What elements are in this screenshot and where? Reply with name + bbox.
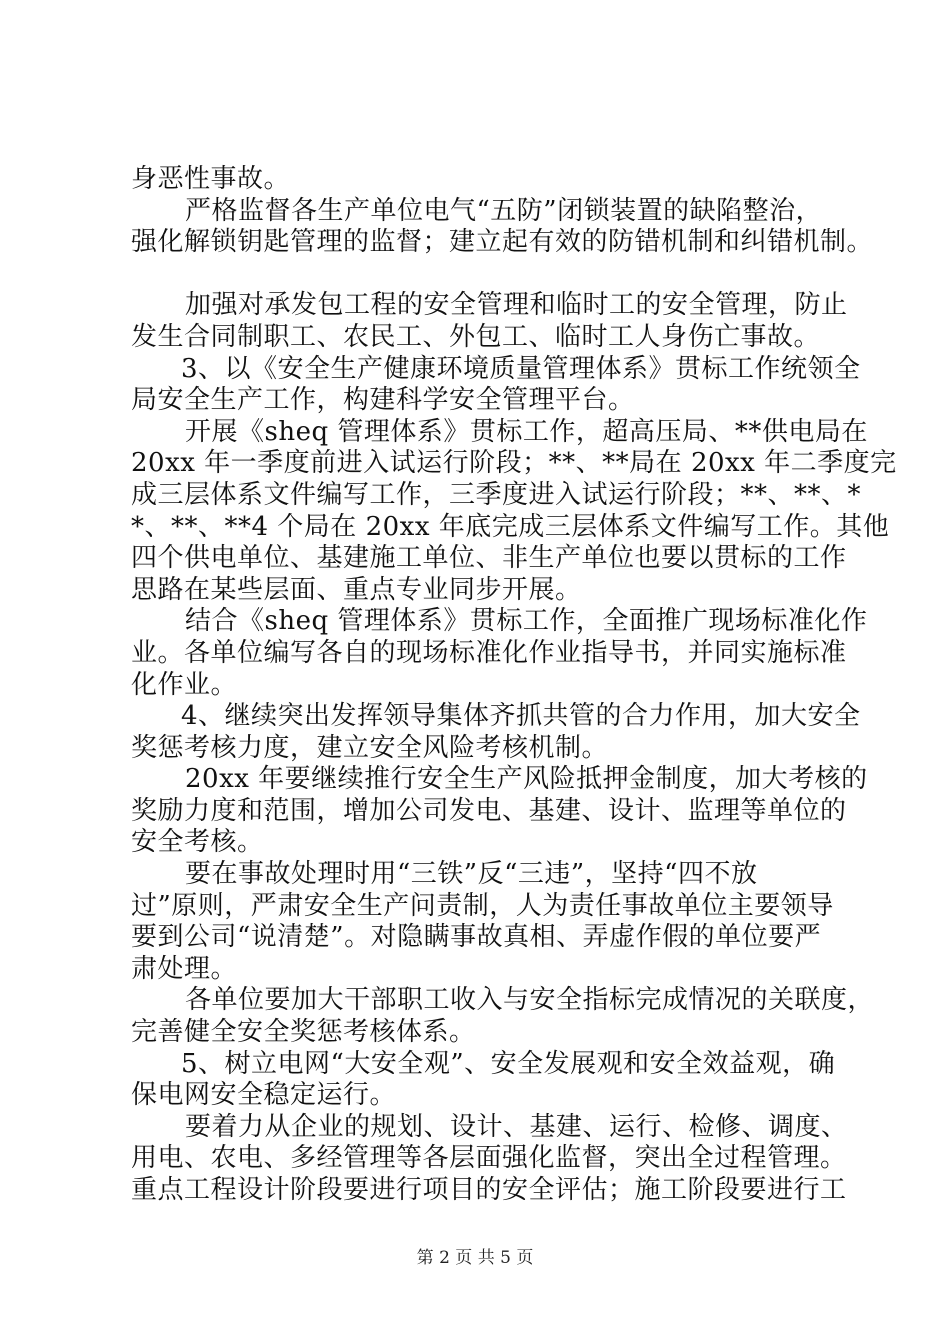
text-line: 保电网安全稳定运行。 [131,1080,397,1111]
text-line: 结合《sheq 管理体系》贯标工作，全面推广现场标准化作 [185,606,868,637]
text-line: 加强对承发包工程的安全管理和临时工的安全管理，防止 [185,290,848,321]
text-line: 20xx 年一季度前进入试运行阶段；**、**局在 20xx 年二季度完 [131,448,897,479]
text-line: 化作业。 [131,669,238,700]
text-line: 业。各单位编写各自的现场标准化作业指导书，并同实施标准 [131,637,847,668]
text-line: 肃处理。 [131,953,238,984]
text-line: 强化解锁钥匙管理的监督；建立起有效的防错机制和纠错机制。 [131,227,874,258]
text-line: 5、树立电网“大安全观”、安全发展观和安全效益观，确 [181,1048,836,1079]
text-line: 要到公司“说清楚”。对隐瞒事故真相、弄虚作假的单位要严 [131,922,822,953]
text-line: 用电、农电、多经管理等各层面强化监督，突出全过程管理。 [131,1143,847,1174]
text-line: 完善健全安全奖惩考核体系。 [131,1017,476,1048]
text-line: 四个供电单位、基建施工单位、非生产单位也要以贯标的工作 [131,543,847,574]
text-line: 局安全生产工作，构建科学安全管理平台。 [131,385,635,416]
document-body [131,164,897,1207]
page-number-footer: 第 2 页 共 5 页 [416,1248,534,1268]
text-line: 重点工程设计阶段要进行项目的安全评估；施工阶段要进行工 [131,1175,847,1205]
text-line: 安全考核。 [131,827,264,858]
text-line: 过”原则，严肃安全生产问责制，人为责任事故单位主要领导 [131,890,834,921]
text-line: 各单位要加大干部职工收入与安全指标完成情况的关联度， [185,985,875,1016]
text-line: 成三层体系文件编写工作，三季度进入试运行阶段；**、**、* [131,479,862,510]
text-line: 奖惩考核力度，建立安全风险考核机制。 [131,732,609,763]
text-line: 发生合同制职工、农民工、外包工、临时工人身伤亡事故。 [131,321,821,352]
text-line: 身恶性事故。 [131,164,291,194]
text-line: 3、以《安全生产健康环境质量管理体系》贯标工作统领全 [181,353,861,384]
text-line: 4、继续突出发挥领导集体齐抓共管的合力作用，加大安全 [181,701,861,732]
text-line: 20xx 年要继续推行安全生产风险抵押金制度，加大考核的 [185,764,868,795]
text-line: 严格监督各生产单位电气“五防”闭锁装置的缺陷整治， [185,195,823,226]
text-line: 思路在某些层面、重点专业同步开展。 [131,574,582,605]
text-line: 要着力从企业的规划、设计、基建、运行、检修、调度、 [185,1111,848,1142]
text-line: 要在事故处理时用“三铁”反“三违”，坚持“四不放 [185,859,758,890]
text-line: 开展《sheq 管理体系》贯标工作，超高压局、**供电局在 [185,416,868,447]
text-line: *、**、**4 个局在 20xx 年底完成三层体系文件编写工作。其他 [131,511,890,542]
paragraph-gap [131,259,851,291]
text-line: 奖励力度和范围，增加公司发电、基建、设计、监理等单位的 [131,795,847,826]
